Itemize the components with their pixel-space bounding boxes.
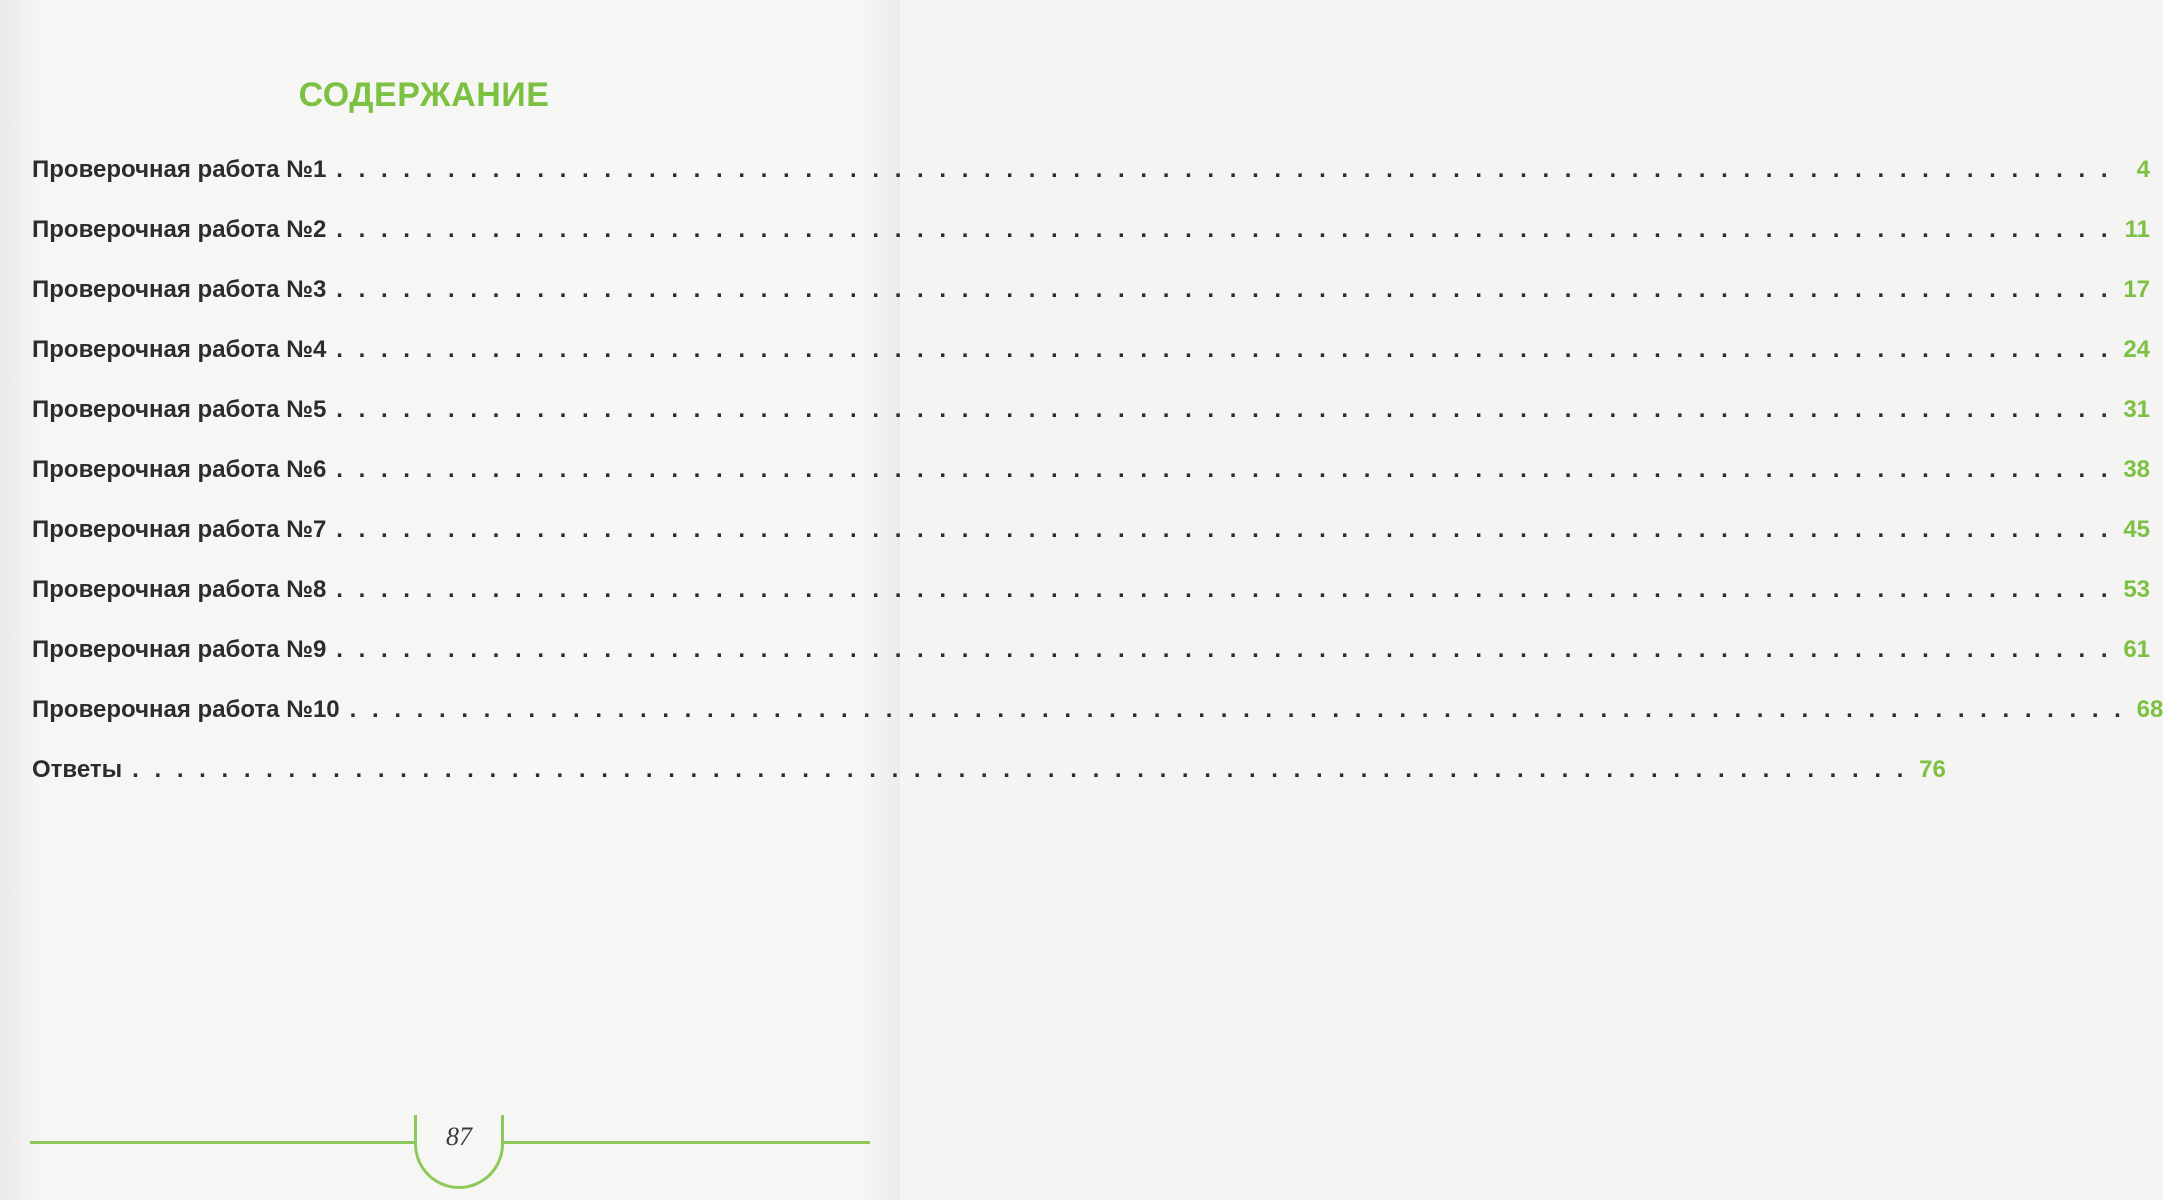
page-number: 87 xyxy=(446,1122,472,1151)
dot-leader: . . . . . . . . . . . . . . . . . . . . . . . . . . . . . . . . . . . . . . . . . . . . . . . . . . . . . . . . . . . . . . . . . . . . . . . . . . . . . . . . xyxy=(336,636,2113,663)
dot-leader: . . . . . . . . . . . . . . . . . . . . . . . . . . . . . . . . . . . . . . . . . . . . . . . . . . . . . . . . . . . . . . . . . . . . . . . . . . . . . . . . xyxy=(349,696,2126,723)
toc-entry-label: Проверочная работа №3 xyxy=(32,276,327,303)
toc-entry[interactable] xyxy=(32,332,2151,392)
toc-page-number: 38 xyxy=(2123,456,2151,483)
toc-entry-label: Проверочная работа №5 xyxy=(32,396,327,423)
toc-entry[interactable] xyxy=(32,632,2151,692)
dot-leader: . . . . . . . . . . . . . . . . . . . . . . . . . . . . . . . . . . . . . . . . . . . . . . . . . . . . . . . . . . . . . . . . . . . . . . . . . . . . . . . . xyxy=(336,576,2113,603)
dot-leader: . . . . . . . . . . . . . . . . . . . . . . . . . . . . . . . . . . . . . . . . . . . . . . . . . . . . . . . . . . . . . . . . . . . . . . . . . . . . . . . . xyxy=(336,336,2113,363)
toc-entry[interactable] xyxy=(32,152,2151,212)
toc-entry[interactable] xyxy=(32,452,2151,512)
toc-entry-label: Проверочная работа №8 xyxy=(32,576,327,603)
dot-leader: . . . . . . . . . . . . . . . . . . . . . . . . . . . . . . . . . . . . . . . . . . . . . . . . . . . . . . . . . . . . . . . . . . . . . . . . . . . . . . . . xyxy=(336,396,2113,423)
toc-entry[interactable] xyxy=(32,512,2151,572)
toc-entry-label: Проверочная работа №1 xyxy=(32,156,327,183)
toc-entry-label: Проверочная работа №6 xyxy=(32,456,327,483)
dot-leader: . . . . . . . . . . . . . . . . . . . . . . . . . . . . . . . . . . . . . . . . . . . . . . . . . . . . . . . . . . . . . . . . . . . . . . . . . . . . . . . . xyxy=(336,216,2113,243)
toc-page-number: 61 xyxy=(2123,636,2151,663)
toc-page-number: 31 xyxy=(2123,396,2151,423)
toc-page-number: 53 xyxy=(2123,576,2151,603)
toc-entry[interactable] xyxy=(32,392,2151,452)
dot-leader: . . . . . . . . . . . . . . . . . . . . . . . . . . . . . . . . . . . . . . . . . . . . . . . . . . . . . . . . . . . . . . . . . . . . . . . . . . . . . . . . xyxy=(336,276,2113,303)
toc-entry-label: Проверочная работа №4 xyxy=(32,336,327,363)
toc-entry[interactable] xyxy=(32,752,1946,812)
toc-page-number: 68 xyxy=(2136,696,2163,723)
table-of-contents xyxy=(32,152,2163,812)
toc-entry-label: Проверочная работа №10 xyxy=(32,696,340,723)
dot-leader: . . . . . . . . . . . . . . . . . . . . . . . . . . . . . . . . . . . . . . . . . . . . . . . . . . . . . . . . . . . . . . . . . . . . . . . . . . . . . . . . xyxy=(336,456,2113,483)
toc-page-number: 17 xyxy=(2123,276,2151,303)
dot-leader: . . . . . . . . . . . . . . . . . . . . . . . . . . . . . . . . . . . . . . . . . . . . . . . . . . . . . . . . . . . . . . . . . . . . . . . . . . . . . . . . xyxy=(336,516,2113,543)
toc-page-number: 45 xyxy=(2123,516,2151,543)
toc-entry[interactable] xyxy=(32,692,2163,752)
page-title: СОДЕРЖАНИЕ xyxy=(298,76,550,114)
toc-entry-label: Проверочная работа №9 xyxy=(32,636,327,663)
toc-entry-label: Проверочная работа №7 xyxy=(32,516,327,543)
toc-entry-label: Проверочная работа №2 xyxy=(32,216,327,243)
toc-entry-label: Ответы xyxy=(32,756,123,783)
dot-leader: . . . . . . . . . . . . . . . . . . . . . . . . . . . . . . . . . . . . . . . . . . . . . . . . . . . . . . . . . . . . . . . . . . . . . . . . . . . . . . . . xyxy=(132,756,1908,783)
toc-entry[interactable] xyxy=(32,272,2151,332)
toc-page-number: 4 xyxy=(2136,156,2151,183)
toc-page-number: 24 xyxy=(2123,336,2151,363)
dot-leader: . . . . . . . . . . . . . . . . . . . . . . . . . . . . . . . . . . . . . . . . . . . . . . . . . . . . . . . . . . . . . . . . . . . . . . . . . . . . . . . . xyxy=(336,156,2113,183)
toc-page-number: 11 xyxy=(2124,216,2151,243)
toc-entry[interactable] xyxy=(32,572,2151,632)
toc-entry[interactable] xyxy=(32,212,2151,272)
toc-page-number: 76 xyxy=(1919,756,1946,783)
